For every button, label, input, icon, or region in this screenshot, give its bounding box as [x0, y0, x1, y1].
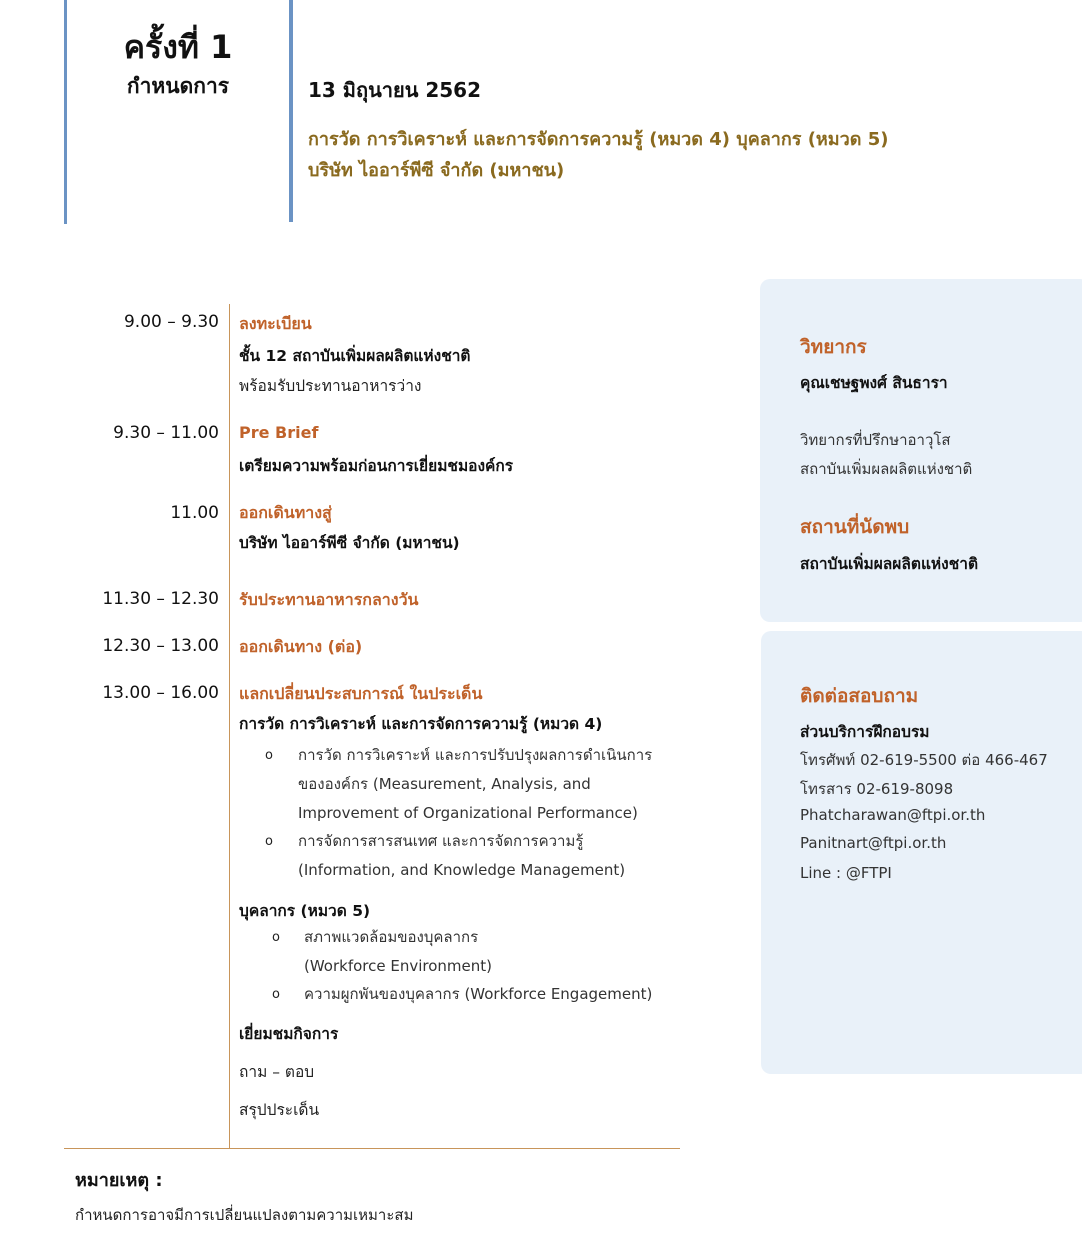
contact-email-2: Panitnart@ftpi.or.th — [800, 834, 947, 852]
contact-department: ส่วนบริการฝึกอบรม — [800, 723, 930, 741]
speaker-heading: วิทยากร — [800, 336, 867, 358]
venue-name: สถาบันเพิ่มผลผลิตแห่งชาติ — [800, 555, 979, 573]
agenda-time-5: 12.30 – 13.00 — [102, 636, 219, 656]
agenda-detail-1b: พร้อมรับประทานอาหารว่าง — [239, 377, 422, 395]
event-date: 13 มิถุนายน 2562 — [308, 78, 482, 102]
list-item-line: สภาพแวดล้อมของบุคลากร — [304, 928, 479, 946]
venue-heading: สถานที่นัดพบ — [800, 516, 910, 538]
list-item-line: ขององค์กร (Measurement, Analysis, and — [298, 775, 591, 793]
speaker-organization: สถาบันเพิ่มผลผลิตแห่งชาติ — [800, 460, 973, 478]
list-item-line: Improvement of Organizational Performance) — [298, 804, 638, 822]
agenda-visit: เยี่ยมชมกิจการ — [239, 1025, 339, 1043]
agenda-title-4: รับประทานอาหารกลางวัน — [239, 590, 419, 609]
header-divider-rule — [289, 0, 293, 222]
list-item-line: (Workforce Environment) — [304, 957, 493, 975]
agenda-divider-vertical — [229, 304, 230, 1149]
agenda-divider-bottom — [64, 1148, 680, 1149]
contact-heading: ติดต่อสอบถาม — [800, 685, 919, 707]
contact-email-1: Phatcharawan@ftpi.or.th — [800, 806, 986, 824]
bullet-icon: o — [265, 834, 273, 849]
list-item-line: (Information, and Knowledge Management) — [298, 861, 626, 879]
header-left-rule — [64, 0, 67, 224]
agenda-section-category4: การวัด การวิเคราะห์ และการจัดการความรู้ (หมวด 4) — [239, 715, 603, 733]
agenda-time-4: 11.30 – 12.30 — [102, 589, 219, 609]
note-title: หมายเหตุ : — [75, 1170, 163, 1191]
list-item-workforce-engagement — [304, 980, 652, 1009]
agenda-title-5: ออกเดินทาง (ต่อ) — [239, 637, 363, 656]
agenda-time-1: 9.00 – 9.30 — [123, 312, 219, 332]
agenda-title-3: ออกเดินทางสู่ — [239, 503, 332, 522]
list-item-line: ความผูกพันของบุคลากร (Workforce Engagement) — [304, 985, 653, 1003]
list-item-knowledge-management — [298, 827, 625, 885]
agenda-detail-3: บริษัท ไออาร์พีซี จำกัด (มหาชน) — [239, 534, 460, 552]
agenda-qa: ถาม – ตอบ — [239, 1063, 315, 1081]
list-item-line: การวัด การวิเคราะห์ และการปรับปรุงผลการดำเนินการ — [298, 746, 653, 764]
bullet-icon: o — [265, 748, 273, 763]
contact-phone: โทรศัพท์ 02-619-5500 ต่อ 466-467 — [800, 751, 1048, 769]
bullet-icon: o — [272, 930, 280, 945]
agenda-detail-1a: ชั้น 12 สถาบันเพิ่มผลผลิตแห่งชาติ — [239, 347, 471, 365]
contact-fax: โทรสาร 02-619-8098 — [800, 780, 954, 798]
agenda-summary: สรุปประเด็น — [239, 1101, 320, 1119]
agenda-section-category5: บุคลากร (หมวด 5) — [239, 902, 371, 920]
agenda-time-6: 13.00 – 16.00 — [102, 683, 219, 703]
agenda-time-3: 11.00 — [170, 503, 219, 523]
agenda-title-1: ลงทะเบียน — [239, 314, 312, 333]
contact-line-id: Line : @FTPI — [800, 864, 892, 882]
agenda-time-2: 9.30 – 11.00 — [113, 423, 219, 443]
list-item-line: การจัดการสารสนเทศ และการจัดการความรู้ — [298, 832, 584, 850]
session-title: ครั้งที่ 1 — [123, 28, 233, 66]
agenda-title-6: แลกเปลี่ยนประสบการณ์ ในประเด็น — [239, 684, 483, 703]
event-topic-line1: การวัด การวิเคราะห์ และการจัดการความรู้ (หมวด 4) บุคลากร (หมวด 5) — [308, 129, 889, 150]
speaker-name: คุณเชษฐพงศ์ สินธารา — [800, 374, 948, 392]
agenda-detail-2: เตรียมความพร้อมก่อนการเยี่ยมชมองค์กร — [239, 457, 514, 475]
event-topic — [308, 124, 888, 186]
event-company: บริษัท ไออาร์พีซี จำกัด (มหาชน) — [308, 160, 565, 181]
list-item-measurement — [298, 741, 652, 828]
schedule-label: กำหนดการ — [126, 74, 230, 98]
speaker-role: วิทยากรที่ปรึกษาอาวุโส — [800, 431, 951, 449]
note-text: กำหนดการอาจมีการเปลี่ยนแปลงตามความเหมาะสม — [75, 1206, 414, 1224]
bullet-icon: o — [272, 987, 280, 1002]
list-item-workforce-environment — [304, 923, 492, 981]
agenda-title-2: Pre Brief — [239, 423, 319, 442]
